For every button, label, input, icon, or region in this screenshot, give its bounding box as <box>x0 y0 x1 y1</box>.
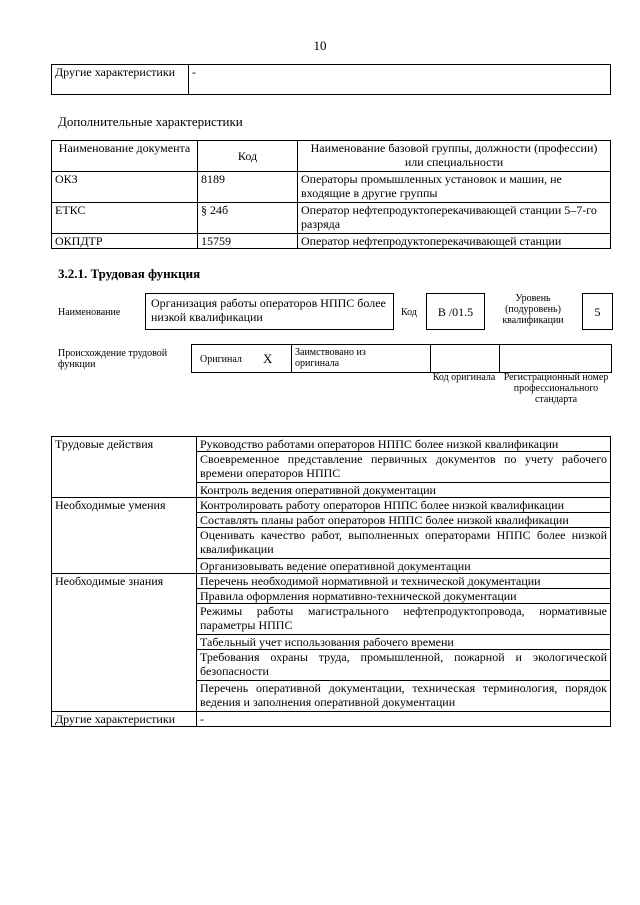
qualification-level-box <box>582 293 613 330</box>
table-row <box>52 203 611 234</box>
header-group-name: Наименование базовой группы, должности (профессии) или специальности <box>298 141 611 172</box>
page-number: 10 <box>313 38 327 53</box>
group-name-cell: Оператор нефтепродуктоперекачивающей станции 5–7-го разряда <box>298 203 611 234</box>
list-item: Режимы работы магистрального нефтепродуктопровода, нормативные параметры НППС <box>197 604 611 635</box>
function-code-box <box>426 293 485 330</box>
list-item: Требования охраны труда, промышленной, пожарной и экологической безопасности <box>197 650 611 681</box>
table-row <box>52 172 611 203</box>
list-item: Своевременное представление первичных документов по учету рабочего времени операторов НППС <box>197 452 611 483</box>
function-name-label: Наименование <box>58 307 121 318</box>
list-item: Составлять планы работ операторов НППС более низкой квалификации <box>197 513 611 528</box>
function-code-label: Код <box>401 307 417 318</box>
list-item: Оценивать качество работ, выполненных операторами НППС более низкой квалификации <box>197 528 611 559</box>
list-item: Контроль ведения оперативной документации <box>197 483 611 498</box>
header-code: Код <box>198 141 298 172</box>
original-divider <box>291 345 292 372</box>
code-divider <box>430 345 431 372</box>
original-code-caption: Код оригинала <box>432 372 496 383</box>
origin-label: Происхождение трудовой функции <box>58 348 168 370</box>
qualification-level-value: 5 <box>594 305 601 319</box>
list-item: Организовывать ведение оперативной документации <box>197 559 611 574</box>
group-name-cell: Оператор нефтепродуктоперекачивающей станции <box>298 234 611 249</box>
reg-divider <box>499 345 500 372</box>
header-doc-name: Наименование документа <box>52 141 198 172</box>
original-mark: X <box>263 351 273 366</box>
function-name-box <box>145 293 394 330</box>
table-header-row <box>52 141 611 172</box>
table-row <box>52 498 611 513</box>
list-item: Табельный учет использования рабочего времени <box>197 635 611 650</box>
function-code-value: B /01.5 <box>437 305 474 319</box>
group-label: Другие характеристики <box>52 712 197 727</box>
list-item: Перечень необходимой нормативной и технической документации <box>197 574 611 589</box>
other-characteristics-label: Другие характеристики <box>52 65 189 95</box>
list-item: Перечень оперативной документации, техническая терминология, порядок ведения и заполнения оперативной документации <box>197 681 611 712</box>
group-label: Необходимые знания <box>52 574 197 712</box>
origin-boxes <box>191 344 612 373</box>
borrowed-label: Заимствовано из оригинала <box>295 347 366 369</box>
additional-characteristics-table <box>51 140 611 249</box>
list-item: Руководство работами операторов НППС более низкой квалификации <box>197 437 611 452</box>
doc-name-cell: ОКЗ <box>52 172 198 203</box>
code-cell: 8189 <box>198 172 298 203</box>
section-title: 3.2.1. Трудовая функция <box>58 266 201 281</box>
function-name-value: Организация работы операторов НППС более низкой квалификации <box>151 296 386 324</box>
table-row <box>52 574 611 589</box>
other-characteristics-value: - <box>189 65 611 95</box>
doc-name-cell: ОКПДТР <box>52 234 198 249</box>
original-label: Оригинал <box>200 354 242 365</box>
additional-characteristics-title: Дополнительные характеристики <box>58 114 243 129</box>
code-cell: 15759 <box>198 234 298 249</box>
table-row <box>52 712 611 727</box>
doc-name-cell: ЕТКС <box>52 203 198 234</box>
registration-number-caption: Регистрационный номер профессионального стандарта <box>503 372 609 405</box>
labor-function-table <box>51 436 611 727</box>
group-label: Трудовые действия <box>52 437 197 498</box>
table-row <box>52 234 611 249</box>
list-item: - <box>197 712 611 727</box>
qualification-level-label: Уровень (подуровень) квалификации <box>502 293 564 326</box>
table-row <box>52 437 611 452</box>
list-item: Контролировать работу операторов НППС более низкой квалификации <box>197 498 611 513</box>
group-label: Необходимые умения <box>52 498 197 574</box>
group-name-cell: Операторы промышленных установок и машин, не входящие в другие группы <box>298 172 611 203</box>
other-characteristics-top-table <box>51 64 611 95</box>
list-item: Правила оформления нормативно-технической документации <box>197 589 611 604</box>
code-cell: § 24б <box>198 203 298 234</box>
